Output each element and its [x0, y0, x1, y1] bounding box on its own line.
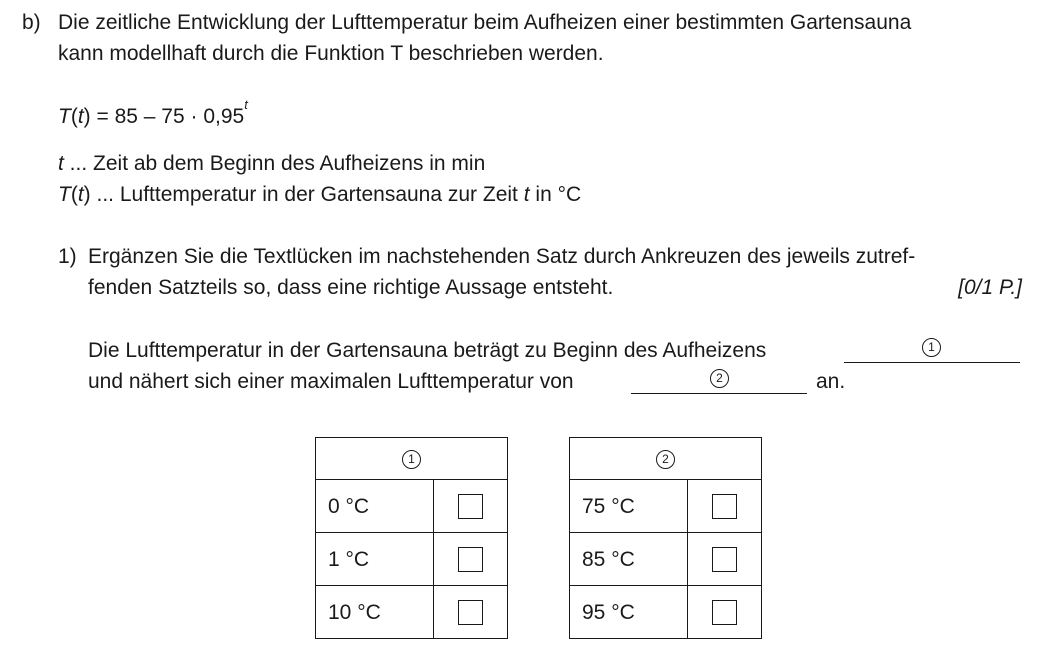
table-row — [570, 533, 762, 586]
table-row — [570, 480, 762, 533]
sentence-line-2: und nähert sich einer maximalen Lufttemperatur von — [88, 370, 574, 393]
option-checkbox-cell — [688, 533, 762, 586]
option-checkbox-cell — [688, 480, 762, 533]
option-checkbox[interactable] — [458, 547, 483, 572]
option-checkbox[interactable] — [712, 494, 737, 519]
table-row — [316, 480, 508, 533]
sentence-suffix: an. — [816, 370, 846, 393]
option-label: 1 °C — [316, 533, 434, 586]
option-checkbox[interactable] — [712, 547, 737, 572]
variable-t-description: ... Zeit ab dem Beginn des Aufheizens in min — [63, 152, 486, 175]
question-line-2: fenden Satzteils so, dass eine richtige Aussage entsteht. — [88, 276, 614, 299]
table-row — [316, 586, 508, 639]
option-checkbox-cell — [434, 586, 508, 639]
intro-line-2: kann modellhaft durch die Funktion T beschrieben werden. — [58, 42, 604, 65]
section-label: b) — [22, 11, 41, 34]
gap-1-marker: 1 — [922, 338, 941, 357]
variable-T-description-var: t — [523, 183, 530, 206]
variable-t-definition — [58, 148, 485, 179]
formula-argument: t — [77, 105, 84, 128]
question-line-1: Ergänzen Sie die Textlücken im nachstehenden Satz durch Ankreuzen des jeweils zutref- — [88, 245, 916, 268]
option-label: 95 °C — [570, 586, 688, 639]
variable-T-description: ... Lufttemperatur in der Gartensauna zur Zeit — [90, 183, 524, 206]
option-checkbox-cell — [434, 533, 508, 586]
option-checkbox[interactable] — [712, 600, 737, 625]
option-checkbox-cell — [434, 480, 508, 533]
choice-table-1 — [315, 437, 508, 639]
table-row — [570, 586, 762, 639]
choice-table-2 — [569, 437, 762, 639]
sentence-line-1: Die Lufttemperatur in der Gartensauna beträgt zu Beginn des Aufheizens — [88, 339, 767, 362]
variable-T-symbol: T — [58, 183, 71, 206]
formula-function: T — [58, 105, 71, 128]
table-2-header — [570, 438, 762, 480]
points-label: [0/1 P.] — [958, 276, 1022, 299]
formula-exponent: t — [244, 97, 248, 112]
option-label: 85 °C — [570, 533, 688, 586]
option-label: 10 °C — [316, 586, 434, 639]
table-1-marker: 1 — [402, 450, 421, 469]
table-row — [316, 533, 508, 586]
option-label: 0 °C — [316, 480, 434, 533]
variable-T-definition: T(t) ... Lufttemperatur in der Gartensauna zur Zeit t in °C — [58, 183, 582, 206]
gap-2-marker: 2 — [710, 369, 729, 388]
option-label: 75 °C — [570, 480, 688, 533]
variable-t-symbol: t — [58, 152, 64, 175]
table-1-header — [316, 438, 508, 480]
table-2-marker: 2 — [656, 450, 675, 469]
option-checkbox[interactable] — [458, 600, 483, 625]
formula: $T(t) = 85 - 75 \cdot 0,95^t$ — [58, 97, 248, 128]
variable-T-argument: t — [77, 183, 84, 206]
option-checkbox-cell — [688, 586, 762, 639]
intro-line-1: Die zeitliche Entwicklung der Lufttemperatur beim Aufheizen einer bestimmten Gartensauna — [58, 11, 912, 34]
formula-rhs: = 85 – 75 · 0,95 — [90, 105, 245, 128]
question-number: 1) — [58, 245, 77, 268]
option-checkbox[interactable] — [458, 494, 483, 519]
variable-T-unit: in °C — [529, 183, 582, 206]
